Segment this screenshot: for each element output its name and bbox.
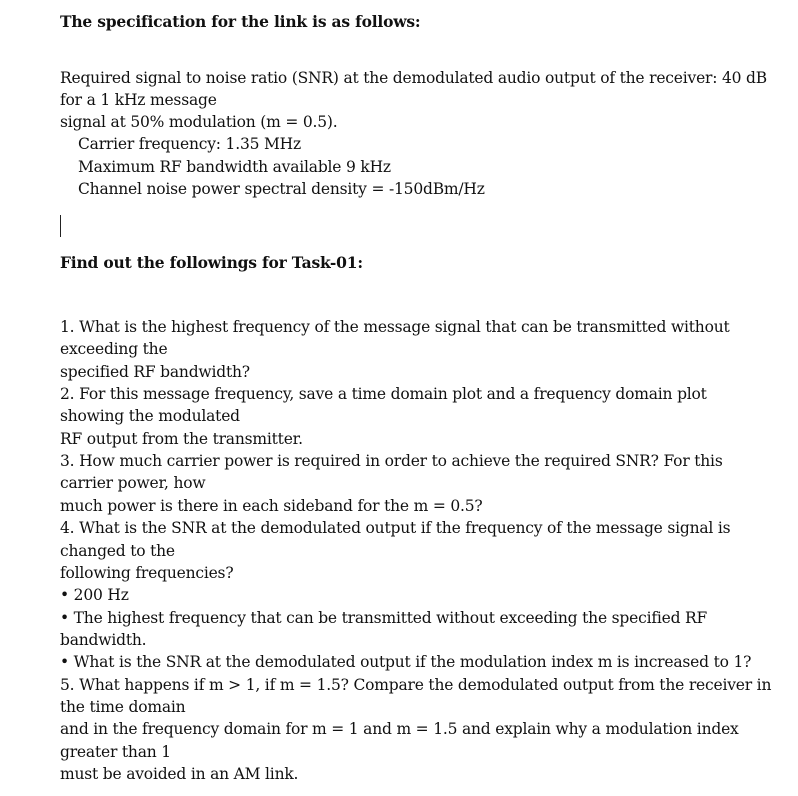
task-line-20: greater than 1 [60,743,171,761]
task-line-8: carrier power, how [60,474,206,492]
spec-item-noise-density: Channel noise power spectral density = -150dBm/Hz [78,180,485,198]
spec-item-carrier-frequency: Carrier frequency: 1.35 MHz [78,135,301,153]
spec-heading: The specification for the link is as follows: [60,12,421,31]
task-line-11: changed to the [60,542,175,560]
text-cursor [60,215,61,237]
task-line-4: 2. For this message frequency, save a time domain plot and a frequency domain plot [60,385,707,403]
task-line-1: 1. What is the highest frequency of the message signal that can be transmitted without [60,318,730,336]
spec-line-2: for a 1 kHz message [60,91,217,109]
task-line-17: 5. What happens if m > 1, if m = 1.5? Compare the demodulated output from the receiver in [60,676,772,694]
task-line-15: bandwidth. [60,631,147,649]
task-bullet-highest-frequency: • The highest frequency that can be transmitted without exceeding the specified RF [60,609,708,627]
task-line-12: following frequencies? [60,564,234,582]
spec-item-rf-bandwidth: Maximum RF bandwidth available 9 kHz [78,158,391,176]
task-line-2: exceeding the [60,340,168,358]
task-line-21: must be avoided in an AM link. [60,765,299,783]
task-line-3: specified RF bandwidth? [60,363,250,381]
task-bullet-200hz: • 200 Hz [60,586,129,604]
task-line-5: showing the modulated [60,407,240,425]
task-line-7: 3. How much carrier power is required in order to achieve the required SNR? For this [60,452,723,470]
task-line-10: 4. What is the SNR at the demodulated output if the frequency of the message signal is [60,519,731,537]
spec-line-3: signal at 50% modulation (m = 0.5). [60,113,338,131]
task-line-9: much power is there in each sideband for the m = 0.5? [60,497,483,515]
task-line-19: and in the frequency domain for m = 1 and m = 1.5 and explain why a modulation index [60,720,739,738]
task-line-6: RF output from the transmitter. [60,430,303,448]
task-line-18: the time domain [60,698,186,716]
task-bullet-modulation-index: • What is the SNR at the demodulated output if the modulation index m is increased to 1? [60,653,752,671]
task-heading: Find out the followings for Task-01: [60,253,363,272]
spec-line-1: Required signal to noise ratio (SNR) at the demodulated audio output of the receiver: 40 dB [60,69,767,87]
